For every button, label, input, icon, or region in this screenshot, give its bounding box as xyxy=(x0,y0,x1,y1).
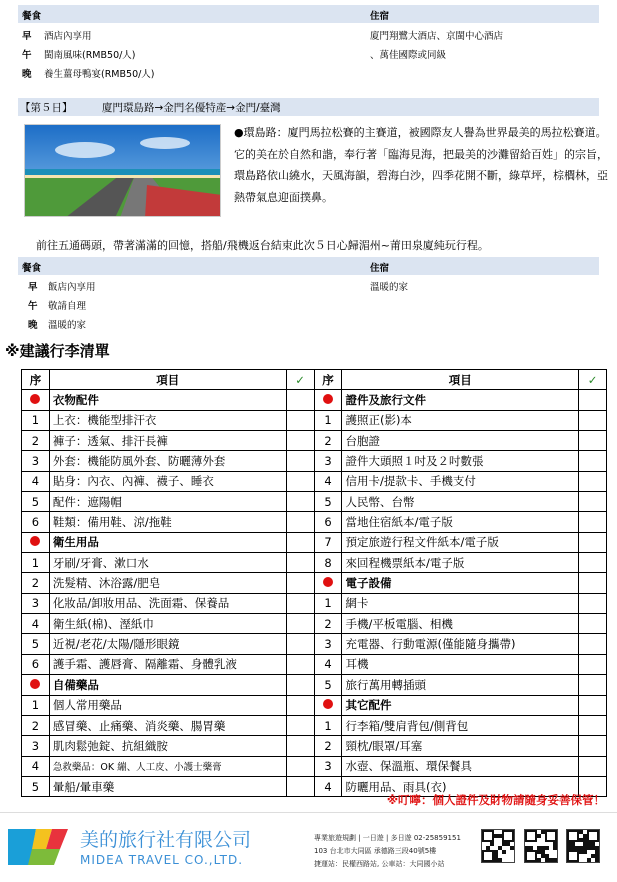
company-name-en: MIDEA TRAVEL CO.,LTD. xyxy=(80,853,244,867)
item-label: 當地住宿紙本/電子版 xyxy=(342,512,579,532)
meal-value: 飯店內享用 xyxy=(48,282,96,293)
item-label: 護手霜、護唇膏、隔離霜、身體乳液 xyxy=(49,654,286,674)
check-cell[interactable] xyxy=(579,573,607,593)
check-cell[interactable] xyxy=(286,492,314,512)
category-label: 衣物配件 xyxy=(49,390,286,410)
check-cell[interactable] xyxy=(286,634,314,654)
category-bullet-icon xyxy=(22,675,50,695)
meal-row xyxy=(18,63,599,81)
lodging-label: 住宿 xyxy=(370,263,390,274)
photo-illustration xyxy=(25,125,221,217)
meal-row xyxy=(18,295,599,313)
item-number: 5 xyxy=(22,776,50,796)
meal-key: 午 xyxy=(22,50,32,61)
item-number: 1 xyxy=(22,553,50,573)
item-number: 6 xyxy=(314,512,342,532)
footer-line-3: 捷運站：民權西路站, 公車站：大同國小站 xyxy=(314,860,445,868)
category-label: 衛生用品 xyxy=(49,532,286,552)
item-label: 牙刷/牙膏、漱口水 xyxy=(49,553,286,573)
table-row xyxy=(22,451,607,471)
check-cell[interactable] xyxy=(286,715,314,735)
red-dot-icon xyxy=(30,679,40,689)
item-number: 2 xyxy=(22,573,50,593)
item-number: 5 xyxy=(314,675,342,695)
item-number: 4 xyxy=(314,776,342,796)
category-bullet-icon xyxy=(314,573,342,593)
packing-body xyxy=(22,390,607,797)
col-check: ✓ xyxy=(579,370,607,390)
item-label: 護照正(影)本 xyxy=(342,410,579,430)
check-cell[interactable] xyxy=(286,675,314,695)
check-cell[interactable] xyxy=(579,654,607,674)
table-row xyxy=(22,736,607,756)
check-cell[interactable] xyxy=(579,532,607,552)
meal-header xyxy=(18,5,599,23)
check-cell[interactable] xyxy=(579,715,607,735)
item-label: 衛生紙(棉)、溼紙巾 xyxy=(49,614,286,634)
col-item: 項目 xyxy=(49,370,286,390)
item-label: 信用卡/提款卡、手機支付 xyxy=(342,471,579,491)
table-row xyxy=(22,675,607,695)
item-number: 3 xyxy=(314,756,342,776)
item-label: 充電器、行動電源(僅能隨身攜帶) xyxy=(342,634,579,654)
item-label: 防曬用品、雨具(衣) xyxy=(342,776,579,796)
red-dot-icon xyxy=(323,577,333,587)
meal-value: 閩南風味(RMB50/人) xyxy=(44,50,136,61)
check-cell[interactable] xyxy=(579,410,607,430)
meal-value: 酒店內享用 xyxy=(44,31,92,42)
item-label: 網卡 xyxy=(342,593,579,613)
meal-key: 晚 xyxy=(22,69,32,80)
meal-row xyxy=(18,276,599,294)
item-number: 6 xyxy=(22,654,50,674)
check-cell[interactable] xyxy=(286,532,314,552)
meal-key: 晚 xyxy=(28,320,38,331)
table-row xyxy=(22,634,607,654)
table-row xyxy=(22,593,607,613)
col-no: 序 xyxy=(22,370,50,390)
check-cell[interactable] xyxy=(579,512,607,532)
check-cell[interactable] xyxy=(286,614,314,634)
category-bullet-icon xyxy=(22,390,50,410)
meal-header xyxy=(18,257,599,275)
footer-divider xyxy=(0,812,617,813)
check-cell[interactable] xyxy=(579,471,607,491)
check-cell[interactable] xyxy=(286,553,314,573)
item-number: 4 xyxy=(314,471,342,491)
meal-value: 敬請自理 xyxy=(48,301,87,312)
item-label: 鞋類：備用鞋、涼/拖鞋 xyxy=(49,512,286,532)
item-number: 3 xyxy=(314,451,342,471)
table-row xyxy=(22,410,607,430)
item-label: 暈船/暈車藥 xyxy=(49,776,286,796)
check-cell[interactable] xyxy=(579,553,607,573)
meal-key: 早 xyxy=(28,282,38,293)
item-label: 感冒藥、止痛藥、消炎藥、腸胃藥 xyxy=(49,715,286,735)
packing-title: ※建議行李清單 xyxy=(5,342,110,360)
check-cell[interactable] xyxy=(286,695,314,715)
item-number: 1 xyxy=(22,695,50,715)
check-cell[interactable] xyxy=(286,512,314,532)
company-logo-icon xyxy=(6,825,70,869)
table-row xyxy=(22,492,607,512)
item-label: 貼身：內衣、內褲、襪子、睡衣 xyxy=(49,471,286,491)
check-cell[interactable] xyxy=(579,695,607,715)
item-number: 4 xyxy=(22,471,50,491)
table-row xyxy=(22,532,607,552)
item-label: 洗髮精、沐浴露/肥皂 xyxy=(49,573,286,593)
red-dot-icon xyxy=(30,536,40,546)
table-row xyxy=(22,715,607,735)
item-number: 3 xyxy=(22,451,50,471)
item-label: 外套：機能防風外套、防曬薄外套 xyxy=(49,451,286,471)
item-label: 近視/老花/太陽/隱形眼鏡 xyxy=(49,634,286,654)
item-number: 3 xyxy=(22,593,50,613)
item-number: 5 xyxy=(314,492,342,512)
item-label: 人民幣、台幣 xyxy=(342,492,579,512)
meal-row xyxy=(18,25,599,43)
meal-label: 餐食 xyxy=(22,11,42,22)
category-bullet-icon xyxy=(22,532,50,552)
company-name-cn: 美的旅行社有限公司 xyxy=(80,829,252,851)
table-row xyxy=(22,553,607,573)
day-route: 廈門環島路→金門名優特產→金門/臺灣 xyxy=(102,102,281,114)
table-row xyxy=(22,756,607,776)
col-item: 項目 xyxy=(342,370,579,390)
item-number: 5 xyxy=(22,634,50,654)
item-number: 2 xyxy=(314,614,342,634)
meal-key: 早 xyxy=(22,31,32,42)
check-cell[interactable] xyxy=(579,756,607,776)
day-label: 【第５日】 xyxy=(20,102,73,114)
item-label: 耳機 xyxy=(342,654,579,674)
item-number: 8 xyxy=(314,553,342,573)
check-cell[interactable] xyxy=(286,654,314,674)
item-number: 7 xyxy=(314,532,342,552)
item-number: 1 xyxy=(314,410,342,430)
red-dot-icon xyxy=(323,394,333,404)
table-row xyxy=(22,573,607,593)
day-header xyxy=(18,98,599,116)
item-label: 來回程機票紙本/電子版 xyxy=(342,553,579,573)
item-number: 2 xyxy=(22,431,50,451)
col-no: 序 xyxy=(314,370,342,390)
check-cell[interactable] xyxy=(286,756,314,776)
check-cell[interactable] xyxy=(286,573,314,593)
check-cell[interactable] xyxy=(286,431,314,451)
item-number: 3 xyxy=(314,634,342,654)
check-cell[interactable] xyxy=(579,451,607,471)
item-label: 急救藥品：OK 繃、人工皮、小護士藥膏 xyxy=(49,756,286,776)
item-number: 2 xyxy=(22,715,50,735)
item-label: 頸枕/眼罩/耳塞 xyxy=(342,736,579,756)
category-label: 電子設備 xyxy=(342,573,579,593)
packing-table xyxy=(21,369,607,797)
item-number: 3 xyxy=(22,736,50,756)
item-number: 1 xyxy=(314,715,342,735)
day-note: 前往五通碼頭，帶著滿滿的回憶，搭船/飛機返台結束此次５日心歸湄州~莆田泉廈純玩行程。 xyxy=(36,239,489,252)
meal-row xyxy=(18,314,599,332)
item-number: 4 xyxy=(314,654,342,674)
item-label: 配件：遮陽帽 xyxy=(49,492,286,512)
category-bullet-icon xyxy=(314,695,342,715)
item-number: 2 xyxy=(314,431,342,451)
meal-value: 養生薑母鴨宴(RMB50/人) xyxy=(44,69,155,80)
item-label: 褲子：透氣、排汗長褲 xyxy=(49,431,286,451)
red-dot-icon xyxy=(323,699,333,709)
item-number: 2 xyxy=(314,736,342,756)
item-label: 水壺、保溫瓶、環保餐具 xyxy=(342,756,579,776)
category-label: 自備藥品 xyxy=(49,675,286,695)
item-label: 證件大頭照１吋及２吋數張 xyxy=(342,451,579,471)
item-number: 4 xyxy=(22,756,50,776)
item-label: 上衣：機能型排汗衣 xyxy=(49,410,286,430)
lodging-value: 、萬佳國際或同級 xyxy=(370,50,447,61)
check-cell[interactable] xyxy=(579,431,607,451)
item-number: 1 xyxy=(22,410,50,430)
lodging-value: 廈門翔鷺大酒店、京閩中心酒店 xyxy=(370,31,504,42)
check-cell[interactable] xyxy=(579,492,607,512)
lodging-label: 住宿 xyxy=(370,11,390,22)
meal-label: 餐食 xyxy=(22,263,42,274)
category-bullet-icon xyxy=(314,390,342,410)
item-label: 台胞證 xyxy=(342,431,579,451)
meal-key: 午 xyxy=(28,301,38,312)
table-row xyxy=(22,695,607,715)
table-row xyxy=(22,512,607,532)
item-label: 肌肉鬆弛錠、抗組織胺 xyxy=(49,736,286,756)
item-label: 化妝品/卸妝用品、洗面霜、保養品 xyxy=(49,593,286,613)
check-cell[interactable] xyxy=(579,614,607,634)
item-label: 個人常用藥品 xyxy=(49,695,286,715)
check-cell[interactable] xyxy=(286,593,314,613)
table-row xyxy=(22,390,607,410)
check-cell[interactable] xyxy=(286,390,314,410)
footer-line-2: 103 台北市大同區 承德路三段40號5樓 xyxy=(314,847,437,855)
facebook-qr-code-icon xyxy=(566,829,600,863)
table-row xyxy=(22,431,607,451)
table-header-row xyxy=(22,370,607,390)
check-cell[interactable] xyxy=(286,471,314,491)
red-dot-icon xyxy=(30,394,40,404)
check-cell[interactable] xyxy=(579,736,607,756)
qr-code-icon xyxy=(481,829,515,863)
item-label: 旅行萬用轉插頭 xyxy=(342,675,579,695)
table-row xyxy=(22,471,607,491)
meal-value: 溫暖的家 xyxy=(48,320,87,331)
item-number: 1 xyxy=(314,593,342,613)
check-cell[interactable] xyxy=(579,390,607,410)
item-number: 4 xyxy=(22,614,50,634)
check-cell[interactable] xyxy=(286,736,314,756)
item-label: 手機/平板電腦、相機 xyxy=(342,614,579,634)
check-cell[interactable] xyxy=(286,451,314,471)
table-row xyxy=(22,654,607,674)
footer-line-1: 專業旅遊規劃 | 一日遊 | 多日遊 02-25859151 xyxy=(314,834,461,842)
item-number: 5 xyxy=(22,492,50,512)
check-cell[interactable] xyxy=(579,593,607,613)
line-qr-code-icon xyxy=(524,829,558,863)
item-number: 6 xyxy=(22,512,50,532)
check-cell[interactable] xyxy=(579,634,607,654)
coastal-road-photo xyxy=(24,124,221,217)
meal-row xyxy=(18,44,599,62)
check-cell[interactable] xyxy=(579,675,607,695)
category-label: 證件及旅行文件 xyxy=(342,390,579,410)
check-cell[interactable] xyxy=(286,410,314,430)
item-label: 預定旅遊行程文件紙本/電子版 xyxy=(342,532,579,552)
warning-text: ※叮嚀：個人證件及財物請隨身妥善保管！ xyxy=(386,793,605,807)
col-check: ✓ xyxy=(286,370,314,390)
lodging-value: 溫暖的家 xyxy=(370,282,409,293)
item-label: 行李箱/雙肩背包/側背包 xyxy=(342,715,579,735)
table-row xyxy=(22,614,607,634)
check-cell[interactable] xyxy=(286,776,314,796)
day-description: ●環島路：廈門馬拉松賽的主賽道，被國際友人譽為世界最美的馬拉松賽道。它的美在於自然和諧，奉行著「臨海見海，把最美的沙灘留給百姓」的宗旨，環島路依山繞水，天風海韻，碧海白沙，四季花開不斷，綠草坪，棕櫚林，亞熱帶氣息迎面撲鼻。 xyxy=(234,126,608,204)
category-label: 其它配件 xyxy=(342,695,579,715)
